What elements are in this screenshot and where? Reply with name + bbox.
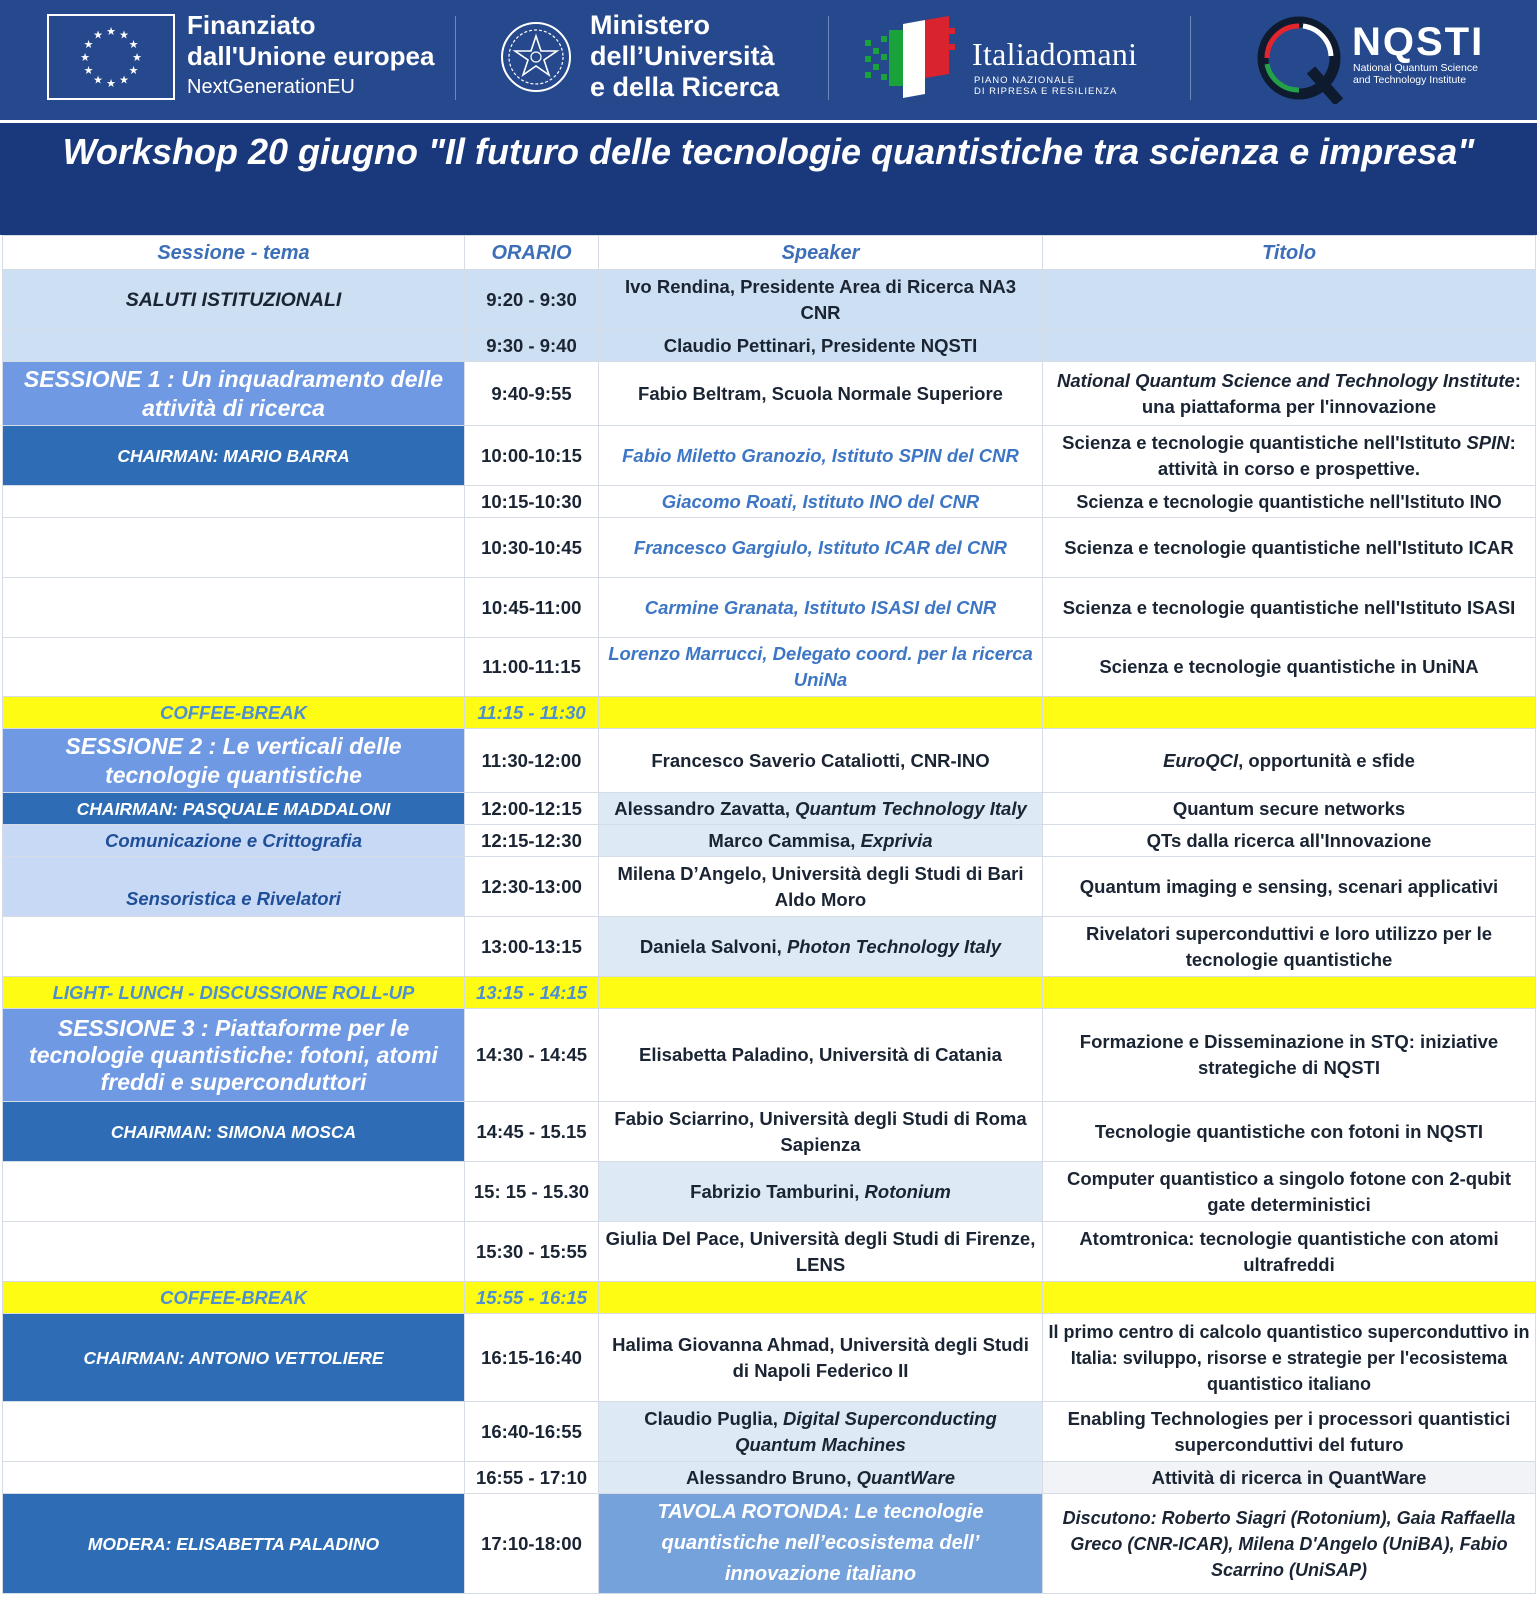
time-cell: 10:15-10:30 [465, 486, 599, 518]
speaker-name: Fabrizio Tamburini, [690, 1180, 865, 1202]
break-time: 13:15 - 14:15 [465, 977, 599, 1009]
banner-divider [455, 16, 456, 100]
table-row [3, 1162, 1536, 1222]
break-row [3, 977, 1536, 1009]
table-row [3, 270, 1536, 330]
table-row [3, 362, 1536, 426]
speaker-cell: Lorenzo Marrucci, Delegato coord. per la ricerca UniNa [599, 638, 1043, 697]
speaker-company: Exprivia [860, 829, 933, 851]
title-cell: Scienza e tecnologie quantistiche nell'Istituto ICAR [1043, 518, 1536, 578]
svg-text:★: ★ [83, 38, 94, 51]
break-row [3, 697, 1536, 729]
theme-cell: Comunicazione e Crittografia [3, 825, 465, 857]
title-plain-part: Scienza e tecnologie quantistiche nell'Istituto [1062, 431, 1467, 453]
speaker-cell: Milena D’Angelo, Università degli Studi di Bari Aldo Moro [599, 857, 1043, 917]
table-row [3, 1222, 1536, 1282]
mur-line-3: e della Ricerca [590, 72, 780, 102]
break-row [3, 1282, 1536, 1314]
table-row [3, 793, 1536, 825]
nqsti-q-logo-icon [1255, 12, 1345, 104]
break-label: COFFEE-BREAK [3, 1282, 465, 1314]
eu-line-3: NextGenerationEU [187, 76, 355, 98]
speaker-cell: Fabio Beltram, Scuola Normale Superiore [599, 362, 1043, 426]
title-cell [1043, 362, 1536, 426]
svg-text:★: ★ [80, 51, 90, 64]
break-empty-cell [599, 697, 1043, 729]
svg-text:★: ★ [93, 28, 103, 42]
speaker-name: Marco Cammisa, [708, 829, 861, 851]
time-cell: 14:45 - 15.15 [465, 1102, 599, 1162]
speaker-cell [599, 793, 1043, 825]
speaker-name: Alessandro Zavatta, [614, 797, 796, 819]
column-header-time: ORARIO [465, 236, 599, 270]
svg-text:★: ★ [93, 73, 103, 87]
time-cell: 15: 15 - 15.30 [465, 1162, 599, 1222]
speaker-name: Claudio Puglia, [644, 1407, 783, 1429]
time-cell: 10:00-10:15 [465, 426, 599, 486]
svg-text:★: ★ [128, 38, 139, 51]
break-empty-cell [599, 977, 1043, 1009]
italiadomani-subtitle [974, 75, 1117, 97]
session-cell: SALUTI ISTITUZIONALI [3, 270, 465, 330]
session-cell [3, 518, 465, 578]
time-cell: 12:15-12:30 [465, 825, 599, 857]
break-label: LIGHT- LUNCH - DISCUSSIONE ROLL-UP [3, 977, 465, 1009]
table-row [3, 330, 1536, 362]
title-cell [1043, 426, 1536, 486]
italiadomani-wordmark: Italiadomani [972, 36, 1138, 72]
table-row [3, 1462, 1536, 1494]
table-row [3, 1494, 1536, 1594]
svg-text:★: ★ [132, 51, 142, 64]
nqsti-sub-line-2: and Technology Institute [1353, 74, 1467, 86]
speaker-cell: Carmine Granata, Istituto ISASI del CNR [599, 578, 1043, 638]
title-cell: Scienza e tecnologie quantistiche nell'Istituto ISASI [1043, 578, 1536, 638]
chairman-cell: CHAIRMAN: PASQUALE MADDALONI [3, 793, 465, 825]
column-header-title: Titolo [1043, 236, 1536, 270]
title-cell [1043, 330, 1536, 362]
title-cell: Il primo centro di calcolo quantistico superconduttivo in Italia: sviluppo, risorse e strategie per l'ecosistema quantistico italiano [1043, 1314, 1536, 1402]
time-cell: 11:30-12:00 [465, 729, 599, 793]
time-cell: 16:55 - 17:10 [465, 1462, 599, 1494]
speaker-name: Alessandro Bruno, [686, 1466, 857, 1488]
table-row [3, 578, 1536, 638]
speaker-cell [599, 917, 1043, 977]
break-time: 11:15 - 11:30 [465, 697, 599, 729]
speaker-cell: Halima Giovanna Ahmad, Università degli Studi di Napoli Federico II [599, 1314, 1043, 1402]
column-header-session: Sessione - tema [3, 236, 465, 270]
session-cell [3, 578, 465, 638]
session-cell [3, 1222, 465, 1282]
title-cell: Attività di ricerca in QuantWare [1043, 1462, 1536, 1494]
agenda-table [2, 235, 1536, 1594]
speaker-name: Daniela Salvoni, [639, 935, 787, 957]
title-italic-part: National Quantum Science and Technology Institute [1057, 369, 1515, 391]
time-cell: 10:45-11:00 [465, 578, 599, 638]
time-cell: 17:10-18:00 [465, 1494, 599, 1594]
table-row [3, 825, 1536, 857]
title-plain-part: : una piattaforma per l'innovazione [1141, 369, 1521, 417]
time-cell: 9:20 - 9:30 [465, 270, 599, 330]
svg-text:★: ★ [106, 77, 116, 90]
speaker-company: Digital Superconducting Quantum Machines [735, 1407, 997, 1455]
break-empty-cell [599, 1282, 1043, 1314]
svg-text:★: ★ [119, 28, 129, 42]
speaker-company: Photon Technology Italy [786, 935, 1002, 957]
nqsti-subtitle [1353, 62, 1478, 86]
time-cell: 12:30-13:00 [465, 857, 599, 917]
mur-line-1: Ministero [590, 10, 711, 40]
chairman-cell: CHAIRMAN: ANTONIO VETTOLIERE [3, 1314, 465, 1402]
svg-text:★: ★ [119, 73, 129, 87]
banner-divider [828, 16, 829, 100]
table-row [3, 426, 1536, 486]
time-cell: 11:00-11:15 [465, 638, 599, 697]
table-row [3, 486, 1536, 518]
speaker-cell: Francesco Saverio Cataliotti, CNR-INO [599, 729, 1043, 793]
break-empty-cell [1043, 977, 1536, 1009]
title-cell: Rivelatori superconduttivi e loro utilizzo per le tecnologie quantistiche [1043, 917, 1536, 977]
speaker-cell [599, 1462, 1043, 1494]
italian-republic-emblem [498, 14, 574, 100]
speaker-cell: Ivo Rendina, Presidente Area di Ricerca NA3 CNR [599, 270, 1043, 330]
time-cell: 15:30 - 15:55 [465, 1222, 599, 1282]
mur-line-2: dell’Università [590, 41, 775, 71]
italiadomani-flag-icon [863, 14, 963, 100]
session-cell [3, 917, 465, 977]
title-cell [1043, 729, 1536, 793]
pnrr-line-2: DI RIPRESA E RESILIENZA [974, 86, 1118, 97]
table-row [3, 857, 1536, 917]
eu-flag-logo [47, 14, 175, 100]
table-row [3, 1402, 1536, 1462]
session-1-header: SESSIONE 1 : Un inquadramento delle attività di ricerca [3, 362, 465, 426]
moderator-cell: MODERA: ELISABETTA PALADINO [3, 1494, 465, 1594]
speaker-company: Rotonium [864, 1180, 951, 1202]
table-row [3, 1102, 1536, 1162]
time-cell: 16:15-16:40 [465, 1314, 599, 1402]
speaker-company: QuantWare [856, 1466, 955, 1488]
speaker-cell [599, 1162, 1043, 1222]
table-header-row [3, 236, 1536, 270]
title-cell: Tecnologie quantistiche con fotoni in NQSTI [1043, 1102, 1536, 1162]
title-plain-part: , opportunità e sfide [1238, 749, 1415, 771]
break-empty-cell [1043, 697, 1536, 729]
svg-text:★: ★ [106, 25, 116, 38]
chairman-cell: CHAIRMAN: SIMONA MOSCA [3, 1102, 465, 1162]
nqsti-sub-line-1: National Quantum Science [1353, 62, 1478, 74]
session-cell [3, 1462, 465, 1494]
session-cell [3, 330, 465, 362]
session-cell [3, 1162, 465, 1222]
title-plain-part: : attività in corso e prospettive. [1157, 431, 1516, 479]
title-cell: Quantum secure networks [1043, 793, 1536, 825]
ministry-text [590, 10, 779, 103]
time-cell: 9:40-9:55 [465, 362, 599, 426]
time-cell: 13:00-13:15 [465, 917, 599, 977]
round-table-cell: TAVOLA ROTONDA: Le tecnologie quantistiche nell’ecosistema dell’ innovazione italiano [599, 1494, 1043, 1594]
speaker-cell: Giacomo Roati, Istituto INO del CNR [599, 486, 1043, 518]
speaker-cell: Francesco Gargiulo, Istituto ICAR del CNR [599, 518, 1043, 578]
session-2-header: SESSIONE 2 : Le verticali delle tecnologie quantistiche [3, 729, 465, 793]
session-cell [3, 1402, 465, 1462]
speaker-company: Quantum Technology Italy [795, 797, 1027, 819]
eu-line-2: dall'Unione europea [187, 41, 435, 71]
time-cell: 10:30-10:45 [465, 518, 599, 578]
svg-text:★: ★ [83, 64, 94, 77]
time-cell: 16:40-16:55 [465, 1402, 599, 1462]
title-cell: Formazione e Disseminazione in STQ: iniziative strategiche di NQSTI [1043, 1009, 1536, 1102]
chairman-cell: CHAIRMAN: MARIO BARRA [3, 426, 465, 486]
round-table-panel-cell: Discutono: Roberto Siagri (Rotonium), Gaia Raffaella Greco (CNR-ICAR), Milena D'Angelo (UniBA), Fabio Scarrino (UniSAP) [1043, 1494, 1536, 1594]
speaker-cell: Elisabetta Paladino, Università di Catania [599, 1009, 1043, 1102]
speaker-cell: Giulia Del Pace, Università degli Studi di Firenze, LENS [599, 1222, 1043, 1282]
speaker-cell: Fabio Miletto Granozio, Istituto SPIN del CNR [599, 426, 1043, 486]
speaker-cell [599, 1402, 1043, 1462]
title-cell: Enabling Technologies per i processori quantistici superconduttivi del futuro [1043, 1402, 1536, 1462]
session-cell [3, 638, 465, 697]
eu-line-1: Finanziato [187, 10, 316, 40]
time-cell: 14:30 - 14:45 [465, 1009, 599, 1102]
title-italic-part: SPIN [1466, 431, 1510, 453]
time-cell: 12:00-12:15 [465, 793, 599, 825]
table-row [3, 518, 1536, 578]
banner-divider [1190, 16, 1191, 100]
table-row [3, 638, 1536, 697]
session-cell [3, 486, 465, 518]
table-row [3, 1009, 1536, 1102]
pnrr-line-1: PIANO NAZIONALE [974, 75, 1076, 86]
title-cell: Atomtronica: tecnologie quantistiche con atomi ultrafreddi [1043, 1222, 1536, 1282]
title-cell: Quantum imaging e sensing, scenari applicativi [1043, 857, 1536, 917]
speaker-cell: Claudio Pettinari, Presidente NQSTI [599, 330, 1043, 362]
title-cell: Scienza e tecnologie quantistiche in UniNA [1043, 638, 1536, 697]
break-empty-cell [1043, 1282, 1536, 1314]
session-3-header: SESSIONE 3 : Piattaforme per le tecnologie quantistiche: fotoni, atomi freddi e superconduttori [3, 1009, 465, 1102]
table-row [3, 1314, 1536, 1402]
theme-cell: Sensoristica e Rivelatori [3, 857, 465, 917]
title-cell: QTs dalla ricerca all'Innovazione [1043, 825, 1536, 857]
svg-text:★: ★ [128, 64, 139, 77]
break-label: COFFEE-BREAK [3, 697, 465, 729]
column-header-speaker: Speaker [599, 236, 1043, 270]
title-cell [1043, 270, 1536, 330]
speaker-cell: Fabio Sciarrino, Università degli Studi di Roma Sapienza [599, 1102, 1043, 1162]
title-cell: Scienza e tecnologie quantistiche nell'Istituto INO [1043, 486, 1536, 518]
title-cell: Computer quantistico a singolo fotone con 2-qubit gate deterministici [1043, 1162, 1536, 1222]
table-row [3, 729, 1536, 793]
eu-funding-text [187, 10, 434, 102]
break-time: 15:55 - 16:15 [465, 1282, 599, 1314]
page-title: Workshop 20 giugno "Il futuro delle tecnologie quantistiche tra scienza e impresa" [62, 131, 1475, 172]
title-italic-part: EuroQCI [1163, 749, 1239, 771]
nqsti-wordmark: NQSTI [1352, 20, 1485, 64]
speaker-cell [599, 825, 1043, 857]
table-row [3, 917, 1536, 977]
time-cell: 9:30 - 9:40 [465, 330, 599, 362]
